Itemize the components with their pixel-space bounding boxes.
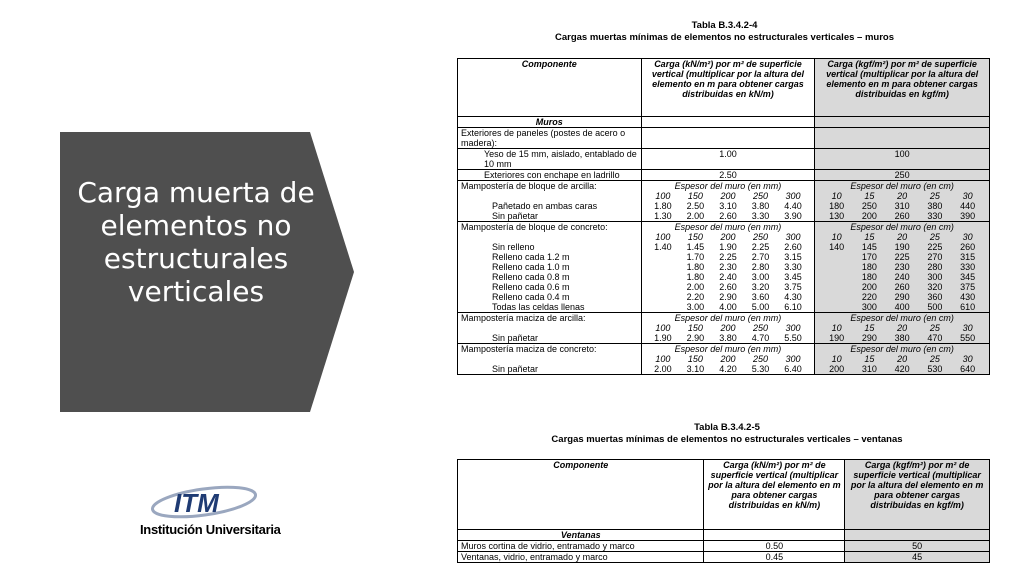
value-kgf: 375: [960, 282, 976, 292]
value-kgf: 380: [927, 201, 943, 211]
value-kgf: 190: [829, 333, 845, 343]
thickness-cm: 20: [897, 232, 908, 242]
espesor-cm-label: Espesor del muro (en cm): [850, 222, 954, 232]
value-kn: 2.00: [686, 211, 705, 221]
thickness-mm: 250: [752, 323, 769, 333]
value-kn: 1.45: [686, 242, 705, 252]
value-kn: 1.80: [654, 201, 672, 211]
value-kn: 1.40: [654, 242, 672, 252]
thickness-cm: 20: [897, 323, 908, 333]
value-kgf: 260: [960, 242, 976, 252]
thickness-cm: 15: [864, 191, 875, 201]
value-kn: 4.40: [784, 201, 802, 211]
value-kn: 2.70: [751, 252, 770, 262]
t2-row-kgf: 50: [845, 541, 990, 552]
value-kgf: 290: [894, 292, 910, 302]
value-kgf: 310: [894, 201, 910, 211]
table2-number: Tabla B.3.4.2-5: [694, 422, 760, 433]
thickness-cm: 10: [831, 232, 842, 242]
table-ventanas: [457, 459, 990, 563]
value-kgf: 430: [960, 292, 976, 302]
value-kn: 3.80: [719, 333, 737, 343]
value-kgf: [820, 262, 853, 272]
value-kn: 4.70: [751, 333, 770, 343]
value-kn: 2.30: [719, 262, 737, 272]
row-exteriores-paneles: Exteriores de paneles (postes de acero o madera):: [458, 128, 642, 149]
row-label: Relleno cada 0.4 m: [458, 292, 642, 302]
row-enchape-label: Exteriores con enchape en ladrillo: [458, 170, 642, 181]
value-kgf: 170: [861, 252, 877, 262]
thickness-cm: 10: [831, 323, 842, 333]
thickness-mm: 300: [785, 191, 801, 201]
thickness-mm: 300: [785, 354, 801, 364]
thickness-cm: 10: [831, 191, 842, 201]
value-kn: [647, 292, 680, 302]
thickness-cm: 25: [929, 191, 940, 201]
thickness-cm: 25: [929, 354, 940, 364]
value-kgf: 310: [861, 364, 877, 374]
row-label: Relleno cada 1.0 m: [458, 262, 642, 272]
value-kn: [647, 282, 680, 292]
thickness-mm: 250: [752, 354, 769, 364]
thickness-mm: 200: [720, 323, 736, 333]
t2-row-label: Ventanas, vidrio, entramado y marco: [458, 552, 704, 563]
thickness-cm: 30: [962, 191, 973, 201]
thickness-mm: 200: [720, 354, 736, 364]
value-kgf: 260: [894, 211, 910, 221]
value-kn: 6.10: [784, 302, 802, 312]
svg-text:ITM: ITM: [174, 488, 219, 518]
thickness-cm: 15: [864, 354, 875, 364]
value-kn: 5.00: [751, 302, 770, 312]
value-kgf: 140: [829, 242, 845, 252]
thickness-cm: 15: [864, 232, 875, 242]
value-kn: 3.00: [686, 302, 705, 312]
thickness-mm: 100: [655, 354, 671, 364]
t2-col-header-kn: Carga (kN/m²) por m² de superficie vertical (multiplicar por la altura del elemento en m para obtener cargas distribuidas en kN/m): [704, 460, 845, 530]
value-kgf: 315: [960, 252, 976, 262]
value-kgf: 400: [894, 302, 910, 312]
value-kgf: 200: [861, 211, 877, 221]
value-kn: 3.10: [686, 364, 705, 374]
value-kgf: 260: [894, 282, 910, 292]
value-kn: 2.25: [719, 252, 737, 262]
t2-row-label: Muros cortina de vidrio, entramado y marco: [458, 541, 704, 552]
value-kn: 2.80: [751, 262, 770, 272]
table1-title: Cargas muertas mínimas de elementos no estructurales verticales – muros: [555, 32, 894, 43]
value-kn: 5.30: [751, 364, 770, 374]
row-label: Relleno cada 1.2 m: [458, 252, 642, 262]
value-kgf: 330: [927, 211, 943, 221]
value-kgf: [820, 252, 853, 262]
thickness-cm: 30: [962, 232, 973, 242]
value-kgf: 300: [927, 272, 943, 282]
thickness-cm: 20: [897, 354, 908, 364]
thickness-mm: 300: [785, 323, 801, 333]
thickness-mm: 250: [752, 191, 769, 201]
espesor-cm-label: Espesor del muro (en cm): [850, 344, 954, 354]
value-kn: 5.50: [784, 333, 802, 343]
row-yeso-label: Yeso de 15 mm, aislado, entablado de 10 mm: [458, 149, 642, 170]
value-kgf: 300: [861, 302, 877, 312]
value-kn: 2.00: [686, 282, 705, 292]
value-kgf: 180: [861, 262, 877, 272]
thickness-mm: 100: [655, 232, 671, 242]
value-kn: 3.45: [784, 272, 802, 282]
value-kn: 3.30: [751, 211, 770, 221]
value-kgf: 250: [861, 201, 877, 211]
value-kn: 3.10: [719, 201, 737, 211]
col-header-componente: Componente: [458, 59, 642, 117]
group-title: Mampostería maciza de arcilla:: [458, 313, 642, 334]
value-kn: 1.30: [654, 211, 672, 221]
value-kn: 2.00: [654, 364, 672, 374]
col-header-kgf: Carga (kgf/m²) por m² de superficie vertical (multiplicar por la altura del elemento en m para obtener cargas distribuidas en kgf/m): [815, 59, 990, 117]
thickness-cm: 10: [831, 354, 842, 364]
value-kgf: [820, 292, 853, 302]
row-label: Sin pañetar: [458, 211, 642, 222]
row-label: Pañetado en ambas caras: [458, 201, 642, 211]
value-kgf: 145: [861, 242, 877, 252]
row-label: Todas las celdas llenas: [458, 302, 642, 313]
value-kn: 3.15: [784, 252, 802, 262]
row-enchape-kgf: 250: [815, 170, 990, 181]
row-yeso-kgf: 100: [815, 149, 990, 170]
value-kgf: 390: [960, 211, 976, 221]
espesor-mm-label: Espesor del muro (en mm): [674, 222, 782, 232]
value-kgf: 270: [927, 252, 943, 262]
thickness-mm: 200: [720, 191, 736, 201]
value-kgf: 640: [960, 364, 976, 374]
thickness-cm: 20: [897, 191, 908, 201]
espesor-mm-label: Espesor del muro (en mm): [674, 313, 782, 323]
value-kn: 4.30: [784, 292, 802, 302]
thickness-cm: 30: [962, 354, 973, 364]
value-kgf: 225: [894, 252, 910, 262]
thickness-cm: 30: [962, 323, 973, 333]
value-kn: 3.75: [784, 282, 802, 292]
thickness-mm: 300: [785, 232, 801, 242]
value-kgf: 225: [927, 242, 943, 252]
value-kn: 3.00: [751, 272, 770, 282]
t2-col-header-kgf: Carga (kgf/m²) por m² de superficie vertical (multiplicar por la altura del elemento en m para obtener cargas distribuidas en kgf/m): [845, 460, 990, 530]
value-kgf: 550: [960, 333, 976, 343]
value-kn: [647, 252, 680, 262]
value-kn: 1.90: [654, 333, 672, 343]
value-kn: 2.60: [719, 211, 737, 221]
thickness-cm: 25: [929, 232, 940, 242]
value-kgf: 500: [927, 302, 943, 312]
value-kn: 3.20: [751, 282, 770, 292]
value-kn: 2.90: [686, 333, 705, 343]
value-kgf: 240: [894, 272, 910, 282]
row-label: Sin relleno: [458, 242, 642, 252]
logo-subtitle: Institución Universitaria: [140, 522, 281, 537]
table-muros: [457, 58, 990, 375]
value-kn: 2.90: [719, 292, 737, 302]
value-kgf: 420: [894, 364, 910, 374]
espesor-mm-label: Espesor del muro (en mm): [674, 181, 782, 191]
value-kn: 1.80: [686, 272, 705, 282]
itm-logo-icon: [138, 484, 262, 524]
thickness-mm: 150: [687, 191, 703, 201]
thickness-mm: 150: [687, 354, 703, 364]
section-muros: Muros: [458, 117, 642, 128]
value-kn: 1.90: [719, 242, 737, 252]
value-kn: 6.40: [784, 364, 802, 374]
title-arrow-shape: [60, 132, 354, 412]
slide-title: Carga muerta de elementos no estructurales verticales: [77, 176, 315, 308]
value-kgf: 380: [894, 333, 910, 343]
value-kn: 2.60: [784, 242, 802, 252]
value-kgf: 290: [861, 333, 877, 343]
value-kgf: 130: [829, 211, 845, 221]
value-kgf: 470: [927, 333, 943, 343]
espesor-cm-label: Espesor del muro (en cm): [850, 313, 954, 323]
thickness-mm: 250: [752, 232, 769, 242]
thickness-mm: 150: [687, 323, 703, 333]
row-label: Relleno cada 0.6 m: [458, 282, 642, 292]
value-kn: 3.90: [784, 211, 802, 221]
thickness-mm: 100: [655, 191, 671, 201]
thickness-mm: 200: [720, 232, 736, 242]
espesor-cm-label: Espesor del muro (en cm): [850, 181, 954, 191]
value-kgf: 320: [927, 282, 943, 292]
value-kn: 1.70: [686, 252, 705, 262]
value-kn: [647, 272, 680, 282]
value-kgf: 180: [829, 201, 845, 211]
row-label: Relleno cada 0.8 m: [458, 272, 642, 282]
value-kn: 3.80: [751, 201, 770, 211]
row-enchape-kn: 2.50: [641, 170, 815, 181]
col-header-kn: Carga (kN/m²) por m² de superficie vertical (multiplicar por la altura del elemento en m para obtener cargas distribuidas en kN/m): [641, 59, 815, 117]
espesor-mm-label: Espesor del muro (en mm): [674, 344, 782, 354]
value-kgf: [820, 302, 853, 312]
value-kn: 2.20: [686, 292, 705, 302]
value-kgf: 230: [894, 262, 910, 272]
value-kgf: 200: [829, 364, 845, 374]
value-kn: 4.20: [719, 364, 737, 374]
row-yeso-kn: 1.00: [641, 149, 815, 170]
t2-col-header-componente: Componente: [458, 460, 704, 530]
value-kgf: 180: [861, 272, 877, 282]
thickness-cm: 15: [864, 323, 875, 333]
value-kn: [647, 262, 680, 272]
group-title: Mampostería maciza de concreto:: [458, 344, 642, 365]
value-kn: 2.40: [719, 272, 737, 282]
t2-row-kn: 0.50: [704, 541, 845, 552]
table1-number: Tabla B.3.4.2-4: [691, 20, 758, 31]
t2-row-kgf: 45: [845, 552, 990, 563]
value-kgf: [820, 272, 853, 282]
value-kn: [647, 302, 680, 312]
table2-title: Cargas muertas mínimas de elementos no estructurales verticales – ventanas: [551, 434, 903, 445]
value-kn: 3.30: [784, 262, 802, 272]
value-kgf: 330: [960, 262, 976, 272]
group-title: Mampostería de bloque de arcilla:: [458, 181, 642, 202]
group-title: Mampostería de bloque de concreto:: [458, 222, 642, 243]
thickness-mm: 100: [655, 323, 671, 333]
value-kn: 1.80: [686, 262, 705, 272]
value-kgf: 610: [960, 302, 976, 312]
value-kgf: 345: [960, 272, 976, 282]
row-label: Sin pañetar: [458, 333, 642, 344]
value-kn: 2.60: [719, 282, 737, 292]
value-kgf: 200: [861, 282, 877, 292]
value-kgf: [820, 282, 853, 292]
value-kgf: 360: [927, 292, 943, 302]
value-kn: 2.25: [751, 242, 770, 252]
value-kn: 2.50: [686, 201, 705, 211]
section-ventanas: Ventanas: [458, 530, 704, 541]
t2-row-kn: 0.45: [704, 552, 845, 563]
value-kn: 3.60: [751, 292, 770, 302]
value-kgf: 190: [894, 242, 910, 252]
value-kgf: 280: [927, 262, 943, 272]
value-kgf: 440: [960, 201, 976, 211]
value-kgf: 530: [927, 364, 943, 374]
thickness-mm: 150: [687, 232, 703, 242]
value-kgf: 220: [861, 292, 877, 302]
thickness-cm: 25: [929, 323, 940, 333]
value-kn: 4.00: [719, 302, 737, 312]
row-label: Sin pañetar: [458, 364, 642, 375]
